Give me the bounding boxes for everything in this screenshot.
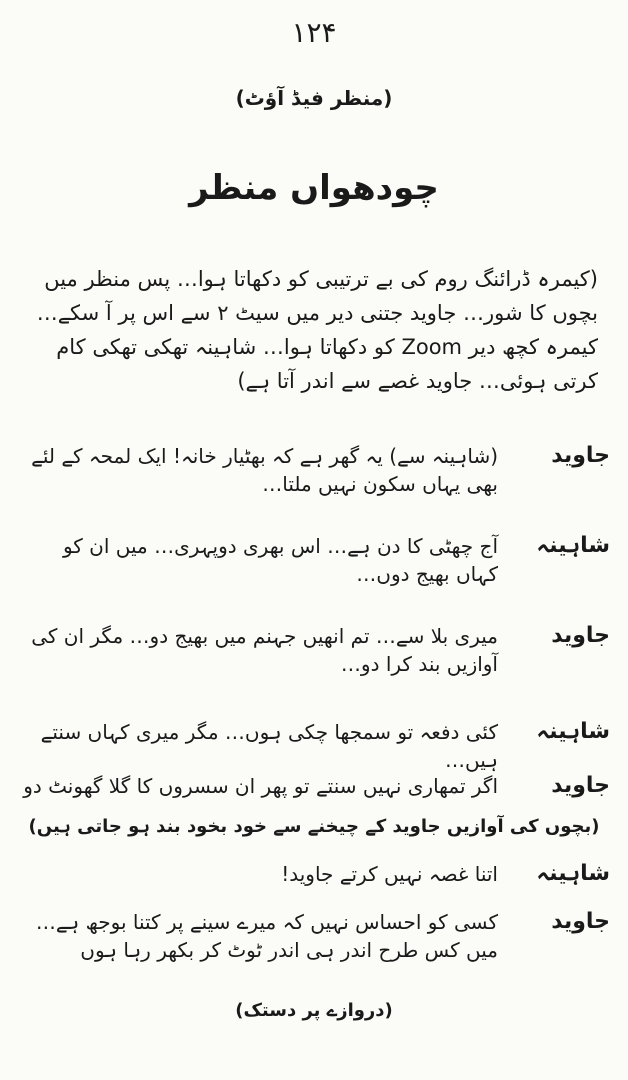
speaker-name: جاوید <box>551 443 610 468</box>
dialogue-text: اگر تمھاری نہیں سنتے تو پھر ان سسروں کا گلا گھونٹ دو <box>23 774 498 798</box>
speaker-name: شاہینہ <box>536 533 610 558</box>
dialogue-text: کئی دفعہ تو سمجھا چکی ہوں… مگر میری کہاں سنتے ہیں… <box>40 720 498 772</box>
dialogue-text: اتنا غصہ نہیں کرتے جاوید! <box>281 862 498 886</box>
speaker-name: جاوید <box>551 773 610 798</box>
scene-fade-note: (منظر فیڈ آؤٹ) <box>235 86 393 110</box>
stage-direction: (کیمرہ ڈرائنگ روم کی بے ترتیبی کو دکھاتا ہوا… پس منظر میں بچوں کا شور… جاوید جتنی دیر میں سیٹ ۲ سے اس پر آ سکے… کیمرہ کچھ دیر Zoom کو دکھاتا ہوا… شاہینہ تھکی تھکی کام کرتی ہوئی… جاوید غصے سے اندر آتا ہے) <box>36 267 598 393</box>
speaker-name: شاہینہ <box>536 719 610 744</box>
speaker-name: جاوید <box>551 909 610 934</box>
speaker-name: شاہینہ <box>536 861 610 886</box>
dialogue-text: آج چھٹی کا دن ہے… اس بھری دوپہری… میں ان کو کہاں بھیج دوں… <box>62 534 498 586</box>
speaker-name: جاوید <box>551 623 610 648</box>
stage-note-door: (دروازے پر دستک) <box>235 1000 393 1021</box>
dialogue-text: کسی کو احساس نہیں کہ میرے سینے پر کتنا بوجھ ہے… میں کس طرح اندر ہی اندر ٹوٹ کر بکھر رہا ہوں <box>35 910 498 962</box>
stage-note-children: (بچوں کی آوازیں جاوید کے چیخنے سے خود بخود بند ہو جاتی ہیں) <box>28 816 600 837</box>
dialogue-text: (شاہینہ سے) یہ گھر ہے کہ بھٹیار خانہ! ایک لمحہ کے لئے بھی یہاں سکون نہیں ملتا… <box>31 444 498 496</box>
dialogue-text: میری بلا سے… تم انھیں جہنم میں بھیج دو… مگر ان کی آوازیں بند کرا دو… <box>31 624 498 676</box>
page-number: ۱۲۴ <box>291 16 337 49</box>
scene-title: چودھواں منظر <box>189 168 439 208</box>
